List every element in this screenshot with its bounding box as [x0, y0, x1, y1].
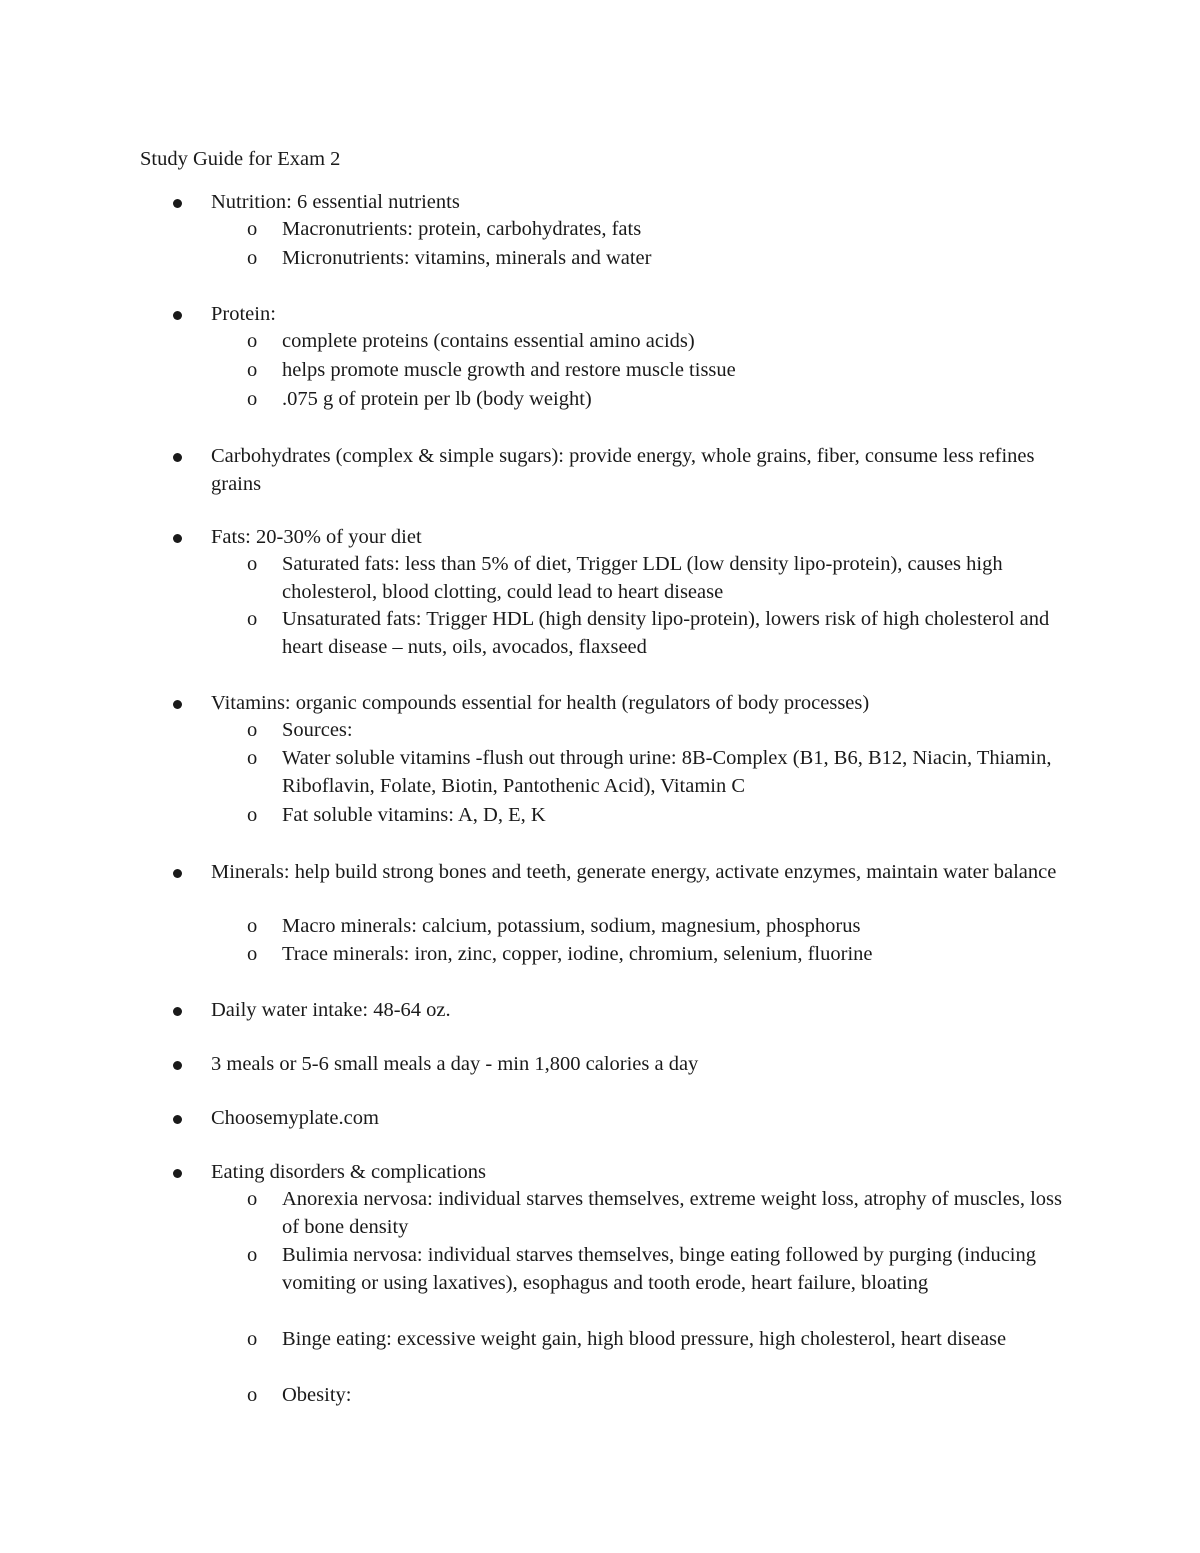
sub-bullet-marker: o: [247, 747, 258, 769]
sub-bullet-marker: o: [247, 388, 258, 410]
bullet-item: Choosemyplate.com: [211, 1107, 379, 1129]
bullet-item: Minerals: help build strong bones and teeth, generate energy, activate enzymes, maintain water balance: [211, 861, 1057, 883]
bullet-item: Protein:: [211, 303, 276, 325]
bullet-icon: [173, 869, 182, 878]
sub-bullet-item: Binge eating: excessive weight gain, high blood pressure, high cholesterol, heart disease: [282, 1328, 1007, 1350]
bullet-item: Vitamins: organic compounds essential for health (regulators of body processes): [211, 692, 870, 714]
sub-bullet-item: Micronutrients: vitamins, minerals and water: [282, 247, 652, 269]
bullet-icon: [173, 700, 182, 709]
sub-bullet-item: Bulimia nervosa: individual starves themselves, binge eating followed by purging (inducing vomiting or using laxatives), esophagus and tooth erode, heart failure, bloating: [282, 1244, 1036, 1294]
sub-bullet-marker: o: [247, 1384, 258, 1406]
bullet-icon: [173, 1115, 182, 1124]
sub-bullet-marker: o: [247, 943, 258, 965]
sub-bullet-marker: o: [247, 330, 258, 352]
document-title: Study Guide for Exam 2: [140, 148, 341, 170]
sub-bullet-item: Trace minerals: iron, zinc, copper, iodine, chromium, selenium, fluorine: [282, 943, 873, 965]
sub-bullet-marker: o: [247, 719, 258, 741]
bullet-icon: [173, 1169, 182, 1178]
sub-bullet-item: helps promote muscle growth and restore muscle tissue: [282, 359, 736, 381]
bullet-icon: [173, 453, 182, 462]
sub-bullet-item: Obesity:: [282, 1384, 352, 1406]
sub-bullet-marker: o: [247, 247, 258, 269]
bullet-icon: [173, 1061, 182, 1070]
bullet-icon: [173, 534, 182, 543]
sub-bullet-item: Macronutrients: protein, carbohydrates, fats: [282, 218, 642, 240]
sub-bullet-marker: o: [247, 359, 258, 381]
sub-bullet-item: .075 g of protein per lb (body weight): [282, 388, 592, 410]
bullet-icon: [173, 199, 182, 208]
bullet-item: 3 meals or 5-6 small meals a day - min 1,800 calories a day: [211, 1053, 699, 1075]
bullet-item: Eating disorders & complications: [211, 1161, 486, 1183]
sub-bullet-item: Saturated fats: less than 5% of diet, Trigger LDL (low density lipo-protein), causes high cholesterol, blood clotting, could lead to heart disease: [282, 553, 1003, 603]
sub-bullet-item: Unsaturated fats: Trigger HDL (high density lipo-protein), lowers risk of high cholesterol and heart disease – nuts, oils, avocados, flaxseed: [282, 608, 1050, 658]
sub-bullet-marker: o: [247, 553, 258, 575]
sub-bullet-marker: o: [247, 804, 258, 826]
bullet-icon: [173, 311, 182, 320]
sub-bullet-marker: o: [247, 1328, 258, 1350]
bullet-item: Carbohydrates (complex & simple sugars): provide energy, whole grains, fiber, consume less refines grains: [211, 445, 1035, 495]
sub-bullet-marker: o: [247, 1244, 258, 1266]
sub-bullet-item: Fat soluble vitamins: A, D, E, K: [282, 804, 546, 826]
sub-bullet-item: Macro minerals: calcium, potassium, sodium, magnesium, phosphorus: [282, 915, 861, 937]
sub-bullet-item: Water soluble vitamins -flush out through urine: 8B-Complex (B1, B6, B12, Niacin, Thiamin, Riboflavin, Folate, Biotin, Pantothenic Acid), Vitamin C: [282, 747, 1052, 797]
sub-bullet-marker: o: [247, 1188, 258, 1210]
bullet-item: Fats: 20-30% of your diet: [211, 526, 422, 548]
sub-bullet-item: Anorexia nervosa: individual starves themselves, extreme weight loss, atrophy of muscles, loss of bone density: [282, 1188, 1062, 1238]
sub-bullet-marker: o: [247, 218, 258, 240]
bullet-item: Nutrition: 6 essential nutrients: [211, 191, 460, 213]
bullet-icon: [173, 1007, 182, 1016]
bullet-item: Daily water intake: 48-64 oz.: [211, 999, 451, 1021]
sub-bullet-marker: o: [247, 608, 258, 630]
sub-bullet-marker: o: [247, 915, 258, 937]
sub-bullet-item: Sources:: [282, 719, 353, 741]
sub-bullet-item: complete proteins (contains essential amino acids): [282, 330, 695, 352]
